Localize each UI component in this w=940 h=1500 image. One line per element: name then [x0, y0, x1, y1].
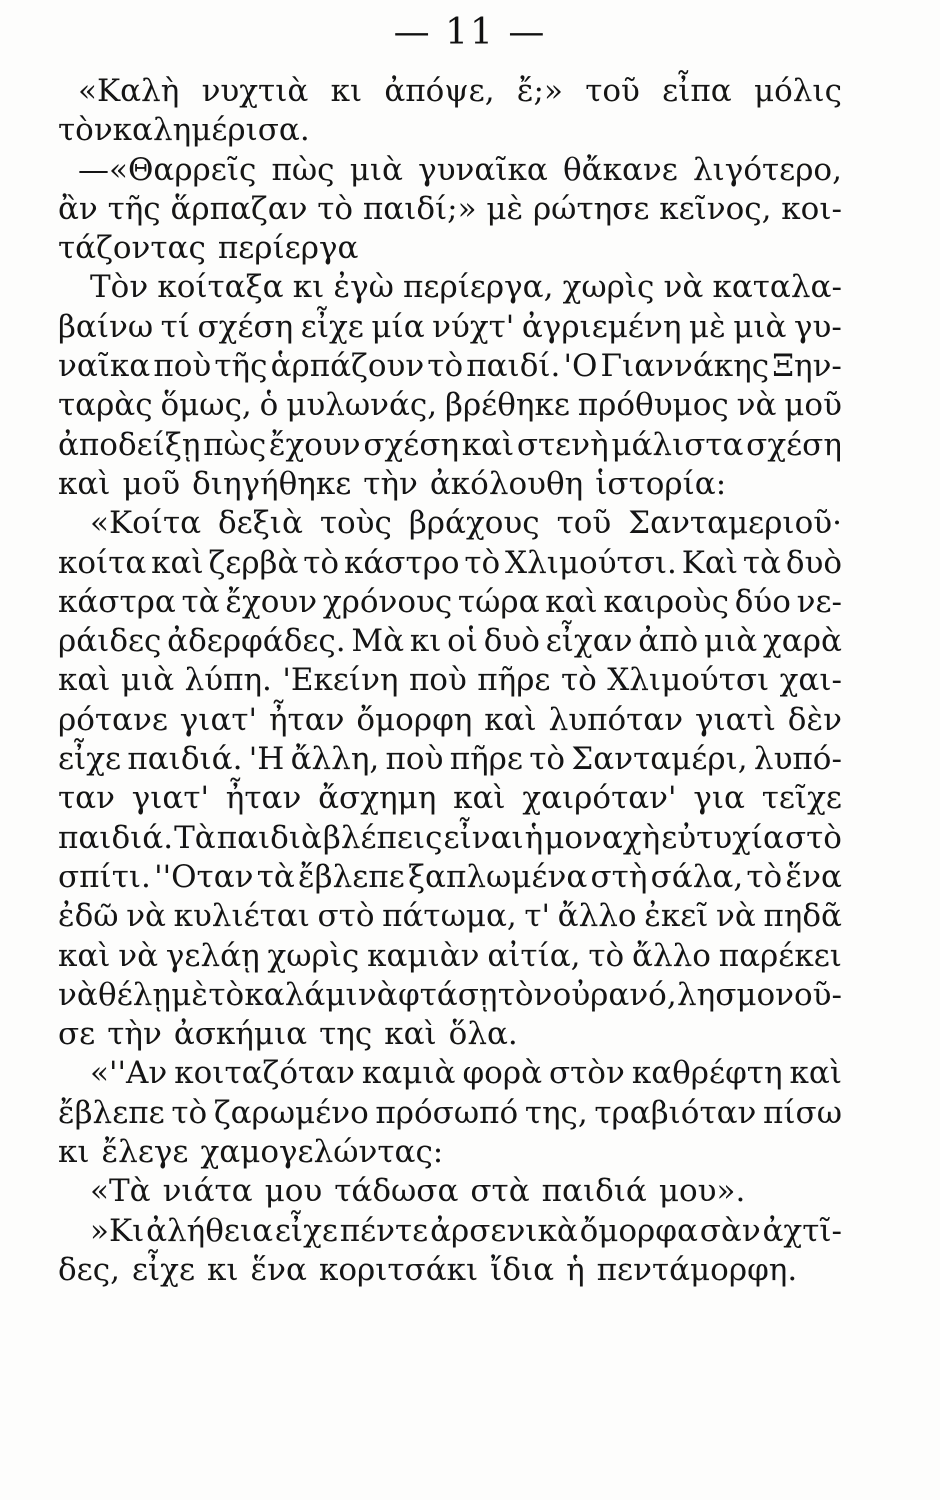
- text-line: «Τὰ νιάτα μου τάδωσα στὰ παιδιά μου».: [90, 1173, 746, 1210]
- text-line: ἂν τῆς ἅρπαζαν τὸ παιδί;» μὲ ρώτησε κεῖνος, κοι-: [58, 190, 842, 227]
- text-line: —«Θαρρεῖς πὼς μιὰ γυναῖκα θἄκανε λιγότερο,: [78, 151, 842, 188]
- text-line: ἔβλεπε τὸ ζαρωμένο πρόσωπό της, τραβιόταν πίσω: [58, 1094, 842, 1131]
- text-line: καὶ μοῦ διηγήθηκε τὴν ἀκόλουθη ἱστορία:: [58, 465, 727, 502]
- text-line: καὶ μιὰ λύπη. 'Εκείνη ποὺ πῆρε τὸ Χλιμούτσι χαι-: [58, 662, 842, 699]
- text-line: «Κοίτα δεξιὰ τοὺς βράχους τοῦ Σανταμεριοῦ·: [90, 505, 842, 542]
- text-line: κι ἔλεγε χαμογελώντας:: [58, 1134, 444, 1171]
- text-line: τὸνκαλημέρισα.: [58, 112, 310, 149]
- page-number: — 11 —: [393, 12, 547, 53]
- text-line: Τὸν κοίταξα κι ἐγὼ περίεργα, χωρὶς νὰ καταλα-: [90, 269, 842, 306]
- body-text: [58, 72, 842, 1290]
- text-line: »Κι ἀλήθεια εἶχε πέντε ἀρσενικὰ ὄμορφα σὰν ἀχτῖ-: [90, 1212, 842, 1249]
- text-line: ρότανε γιατ' ἦταν ὄμορφη καὶ λυπόταν γιατὶ δὲν: [58, 701, 842, 738]
- text-line: παιδιά. Τὰ παιδιὰ βλέπεις εἶναι ἡ μοναχὴ εὐτυχία στὸ: [58, 819, 842, 856]
- text-line: ταν γιατ' ἦταν ἄσχημη καὶ χαιρόταν' για τεῖχε: [58, 780, 842, 817]
- text-line: ράιδες ἀδερφάδες. Μὰ κι οἱ δυὸ εἶχαν ἀπὸ μιὰ χαρὰ: [58, 623, 842, 660]
- text-line: ἀποδείξῃ πὼς ἔχουν σχέση καὶ στενὴ μάλιστα σχέση: [58, 426, 842, 463]
- text-line: βαίνω τί σχέση εἶχε μία νύχτ' ἀγριεμένη μὲ μιὰ γυ-: [58, 308, 842, 345]
- text-line: σπίτι. ''Οταν τὰ ἔβλεπε ξαπλωμένα στὴ σάλα, τὸ ἕνα: [58, 858, 842, 895]
- text-line: σε τὴν ἀσκήμια της καὶ ὅλα.: [58, 1016, 518, 1053]
- text-line: καὶ νὰ γελάῃ χωρὶς καμιὰν αἰτία, τὸ ἄλλο παρέκει: [58, 937, 842, 974]
- text-line: δες, εἶχε κι ἕνα κοριτσάκι ἴδια ἡ πεντάμορφη.: [58, 1251, 798, 1288]
- text-line: ναῖκα ποὺ τῆς ἁρπάζουν τὸ παιδί. 'Ο Γιαννάκης Ξην-: [58, 348, 842, 385]
- text-line: κάστρα τὰ ἔχουν χρόνους τώρα καὶ καιροὺς δύο νε-: [58, 583, 842, 620]
- text-line: κοίτα καὶ ζερβὰ τὸ κάστρο τὸ Χλιμούτσι. Καὶ τὰ δυὸ: [58, 544, 842, 581]
- text-line: ἐδῶ νὰ κυλιέται στὸ πάτωμα, τ' ἄλλο ἐκεῖ νὰ πηδᾶ: [58, 898, 842, 935]
- text-line: τάζοντας περίεργα: [58, 230, 359, 267]
- text-line: εἶχε παιδιά. 'Η ἄλλη, ποὺ πῆρε τὸ Σανταμέρι, λυπό-: [58, 741, 842, 778]
- text-line: ταρὰς ὅμως, ὁ μυλωνάς, βρέθηκε πρόθυμος νὰ μοῦ: [58, 387, 842, 424]
- text-line: νὰ θέλῃ μὲ τὸ καλάμι νὰ φτάσῃ τὸν οὐρανό, λησμονοῦ-: [58, 976, 842, 1013]
- text-line: «''Αν κοιταζόταν καμιὰ φορὰ στὸν καθρέφτη καὶ: [90, 1055, 842, 1092]
- text-line: «Καλὴ νυχτιὰ κι ἀπόψε, ἔ;» τοῦ εἶπα μόλις: [78, 73, 842, 109]
